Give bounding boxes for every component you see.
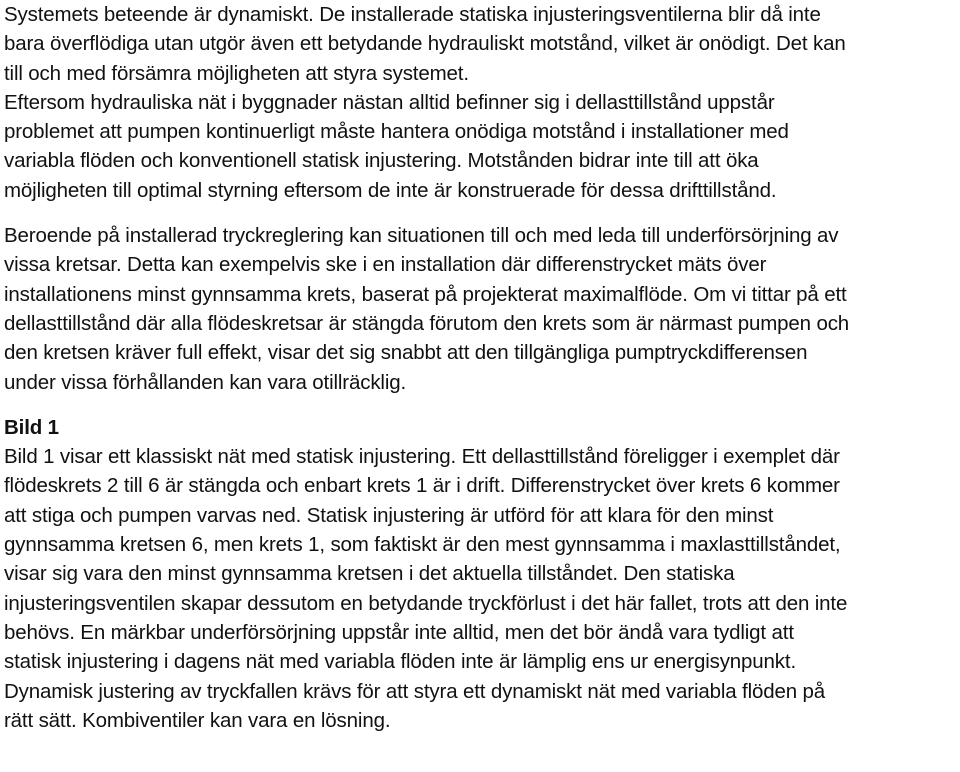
text-line: installationens minst gynnsamma krets, baserat på projekterat maximalflöde. Om vi tittar på ett (4, 282, 847, 306)
text-line: att stiga och pumpen varvas ned. Statisk injustering är utförd för att klara för den minst (4, 503, 774, 527)
paragraph-1 (4, 0, 956, 205)
text-line: Eftersom hydrauliska nät i byggnader nästan alltid befinner sig i dellasttillstånd uppstår (4, 90, 775, 114)
text-line: den kretsen kräver full effekt, visar det sig snabbt att den tillgängliga pumptryckdifferensen (4, 341, 808, 365)
text-line: under vissa förhållanden kan vara otillräcklig. (4, 370, 407, 394)
text-line: gynnsamma kretsen 6, men krets 1, som faktiskt är den mest gynnsamma i maxlasttillståndet, (4, 533, 841, 557)
paragraph-gap (4, 397, 956, 413)
text-line: Bild 1 visar ett klassiskt nät med statisk injustering. Ett dellasttillstånd föreligger i exemplet där (4, 445, 840, 469)
text-line: Beroende på installerad tryckreglering kan situationen till och med leda till underförsörjning av (4, 224, 839, 248)
text-line: behövs. En märkbar underförsörjning uppstår inte alltid, men det bör ändå vara tydligt att (4, 620, 794, 644)
text-line: till och med försämra möjligheten att styra systemet. (4, 61, 469, 85)
text-line: bara överflödiga utan utgör även ett betydande hydrauliskt motstånd, vilket är onödigt. Det kan (4, 32, 846, 56)
text-line: injusteringsventilen skapar dessutom en betydande tryckförlust i det här fallet, trots att den inte (4, 591, 848, 615)
text-line: visar sig vara den minst gynnsamma kretsen i det aktuella tillståndet. Den statiska (4, 562, 735, 586)
paragraph-3 (4, 442, 956, 735)
text-line: dellasttillstånd där alla flödeskretsar är stängda förutom den krets som är närmast pumpen och (4, 311, 850, 335)
text-line: Systemets beteende är dynamiskt. De installerade statiska injusteringsventilerna blir då inte (4, 3, 821, 26)
text-line: flödeskrets 2 till 6 är stängda och enbart krets 1 är i drift. Differenstrycket över krets 6 kommer (4, 474, 840, 498)
document-page (4, 0, 956, 735)
text-line: möjligheten till optimal styrning eftersom de inte är konstruerade för dessa drifttillstånd. (4, 178, 777, 202)
text-line: Dynamisk justering av tryckfallen krävs för att styra ett dynamiskt nät med variabla flöden på (4, 679, 826, 703)
paragraph-gap (4, 205, 956, 221)
text-line: problemet att pumpen kontinuerligt måste hantera onödiga motstånd i installationer med (4, 120, 789, 144)
text-line: rätt sätt. Kombiventiler kan vara en lösning. (4, 708, 391, 732)
paragraph-2 (4, 221, 956, 397)
text-line: vissa kretsar. Detta kan exempelvis ske i en installation där differenstrycket mäts över (4, 253, 767, 277)
text-line: variabla flöden och konventionell statisk injustering. Motstånden bidrar inte till att öka (4, 149, 759, 173)
section-heading: Bild 1 (4, 415, 59, 439)
text-line: statisk injustering i dagens nät med variabla flöden inte är lämplig ens ur energisynpunkt. (4, 650, 796, 674)
